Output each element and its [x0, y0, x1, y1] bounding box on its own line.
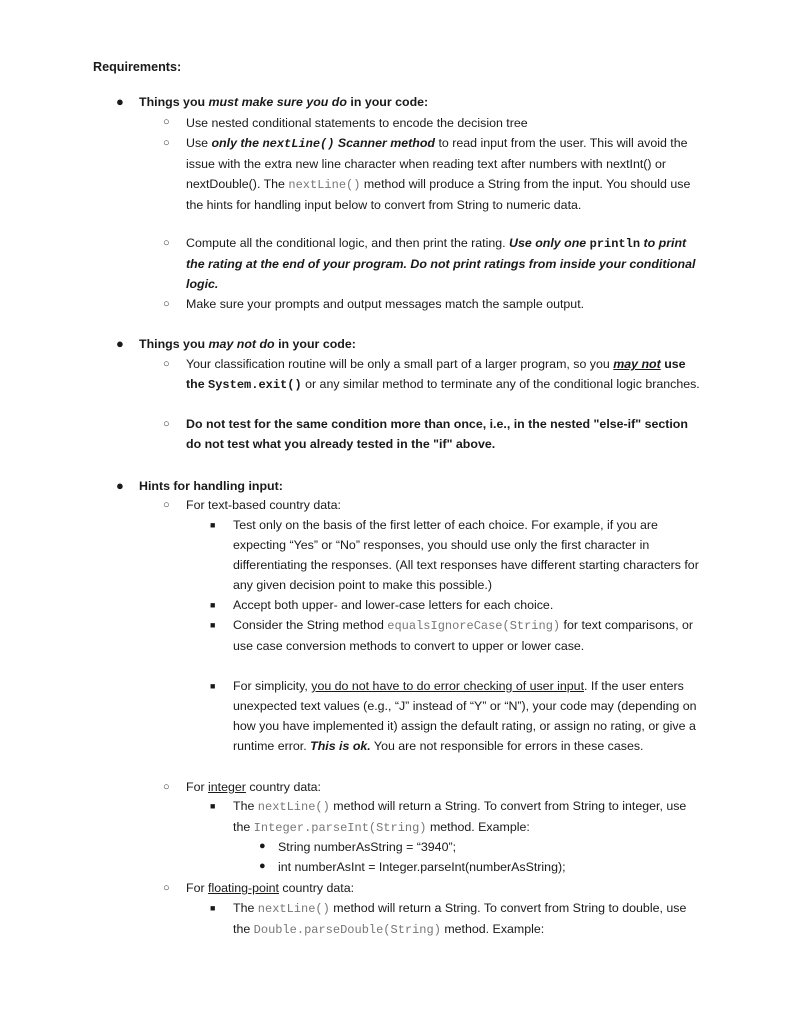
text: Compute all the conditional logic, and then print the rating.: [186, 236, 510, 250]
circle-bullet-icon: ○: [163, 298, 170, 310]
emphasis-text: This is ok.: [310, 739, 371, 754]
text: method will return a String. To convert from String to integer, use the: [233, 799, 687, 835]
circle-bullet-icon: ○: [163, 116, 170, 128]
integer-example-1: String numberAsString = “3940”;: [278, 840, 457, 854]
integer-hint-1: [233, 796, 705, 838]
bullet-icon: ●: [259, 840, 266, 852]
code-system-exit: System.exit(): [208, 378, 302, 393]
text-data-label: For text-based country data:: [186, 498, 341, 512]
must-heading: [139, 95, 428, 109]
must-item-3: [186, 233, 706, 294]
text: For: [186, 881, 209, 895]
text: country data:: [278, 881, 355, 895]
circle-bullet-icon: ○: [163, 137, 170, 149]
text-hint-2: Accept both upper- and lower-case letters for each choice.: [233, 598, 554, 612]
must-item-2: [186, 133, 706, 215]
must-item-1: Use nested conditional statements to encode the decision tree: [186, 116, 528, 130]
float-hint-1: [233, 898, 705, 940]
underlined-text: you do not have to do error checking of user input: [311, 679, 585, 693]
emphasis-text: may not: [613, 357, 661, 371]
text: or any similar method to terminate any of the conditional logic branches.: [301, 377, 700, 392]
code-nextline: nextLine(): [288, 178, 361, 193]
text: method will return a String. To convert from String to double, use the: [233, 901, 687, 937]
text: You are not responsible for errors in these cases.: [370, 739, 644, 754]
text-hint-1: Test only on the basis of the first letter of each choice. For example, if you are expecting “Yes” or “No” responses, you should use only the first character in differentiating the responses. (All text responses have different starting characters for any given decision point to make this possible.): [233, 518, 699, 593]
text: For simplicity,: [233, 679, 312, 693]
bullet-icon: ●: [116, 336, 124, 351]
circle-bullet-icon: ○: [163, 781, 170, 793]
code-nextline: nextLine(): [257, 800, 330, 814]
float-data-label: [186, 878, 706, 898]
bullet-icon: ●: [116, 94, 124, 109]
bullet-icon: ●: [259, 860, 266, 872]
hints-heading: Hints for handling input:: [139, 479, 283, 493]
text: . If the user enters unexpected text values (e.g., “J” instead of “Y” or “N”), your code may (depending on how you have implemented it) assign the default rating, or assign no rating, or give a runtime error.: [233, 679, 697, 754]
underlined-text: integer: [208, 780, 246, 794]
square-bullet-icon: ■: [210, 620, 216, 630]
requirements-title: Requirements:: [93, 60, 182, 74]
text: For: [186, 780, 209, 794]
emphasis-text: Use only one: [509, 236, 587, 250]
square-bullet-icon: ■: [210, 903, 216, 913]
circle-bullet-icon: ○: [163, 418, 170, 430]
maynot-heading: [139, 337, 356, 351]
maynot-item-1: [186, 354, 706, 395]
emphasis-text: to print the rating at the end of your program. Do not print ratings from inside your conditional logic.: [186, 236, 696, 292]
must-item-4: Make sure your prompts and output messages match the sample output.: [186, 297, 585, 311]
code-parseint: Integer.parseInt(String): [253, 821, 427, 836]
heading-text: in your code:: [346, 95, 429, 109]
square-bullet-icon: ■: [210, 681, 216, 691]
text: to read input from the user. This will avoid the issue with the extra new line character when reading text after numbers with nextInt() or nextDouble(). The: [186, 136, 688, 192]
text: method. Example:: [426, 820, 530, 835]
text: method. Example:: [440, 922, 545, 937]
heading-emphasis: must make sure you do: [208, 95, 347, 109]
emphasis-text: Scanner method: [337, 136, 435, 150]
circle-bullet-icon: ○: [163, 499, 170, 511]
heading-text: in your code:: [274, 337, 356, 351]
code-println: println: [589, 237, 641, 251]
text: The: [233, 901, 258, 915]
text: Your classification routine will be only a small part of a larger program, so you: [186, 357, 614, 371]
circle-bullet-icon: ○: [163, 237, 170, 249]
text: The: [233, 799, 258, 813]
text: method will produce a String from the input. You should use the hints for handling input below to convert from String to numeric data.: [186, 177, 691, 213]
square-bullet-icon: ■: [210, 801, 216, 811]
underlined-text: floating-point: [208, 881, 279, 895]
emphasis-text: only the: [211, 136, 259, 150]
circle-bullet-icon: ○: [163, 882, 170, 894]
heading-text: Things you: [139, 337, 209, 351]
bullet-icon: ●: [116, 478, 124, 493]
circle-bullet-icon: ○: [163, 358, 170, 370]
heading-emphasis: may not do: [208, 337, 275, 351]
text: for text comparisons, or use case conversion methods to convert to upper or lower case.: [233, 618, 694, 654]
integer-data-label: [186, 777, 706, 797]
integer-example-2: int numberAsInt = Integer.parseInt(numberAsString);: [278, 860, 566, 874]
text-hint-3: [233, 615, 705, 656]
text: Consider the String method: [233, 618, 388, 632]
square-bullet-icon: ■: [210, 520, 216, 530]
code-equalsignorecase: equalsIgnoreCase(String): [387, 619, 561, 633]
code-nextline: nextLine(): [262, 137, 335, 151]
code-parsedouble: Double.parseDouble(String): [253, 923, 441, 938]
code-nextline: nextLine(): [257, 902, 330, 916]
bold-text: use the: [186, 357, 686, 392]
heading-text: Things you: [139, 95, 209, 109]
text: country data:: [245, 780, 321, 794]
maynot-item-2: Do not test for the same condition more than once, i.e., in the nested "else-if" section do not test what you already tested in the "if" above.: [186, 417, 688, 452]
text-hint-4: [233, 676, 705, 756]
text: Use: [186, 136, 212, 150]
square-bullet-icon: ■: [210, 600, 216, 610]
